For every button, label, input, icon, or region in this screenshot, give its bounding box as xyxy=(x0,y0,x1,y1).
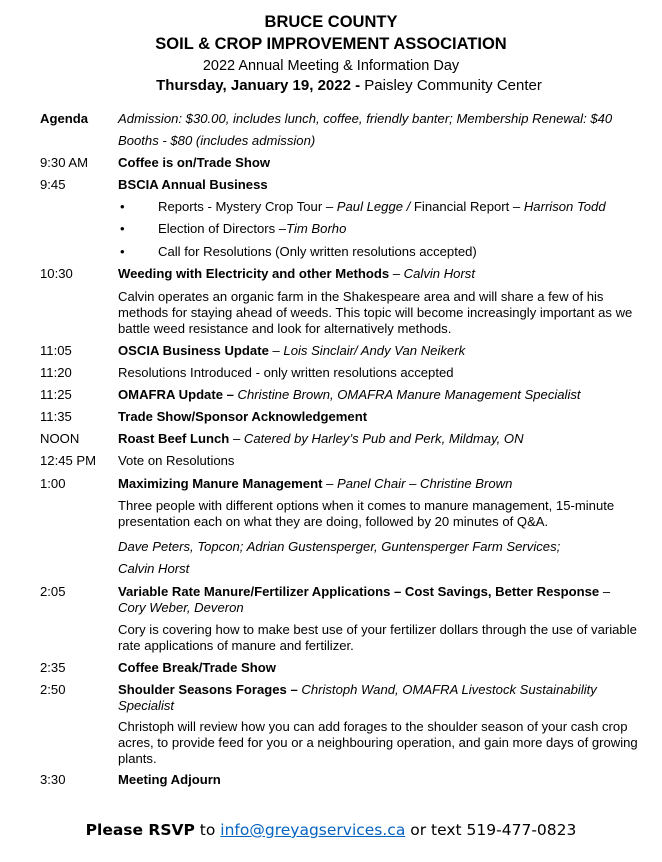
time-1135: 11:35 xyxy=(40,409,72,424)
title-association: SOIL & CROP IMPROVEMENT ASSOCIATION xyxy=(155,35,507,53)
rsvp-email-link[interactable]: info@greyagservices.ca xyxy=(220,821,406,839)
omafra-title: OMAFRA Update – xyxy=(118,387,234,402)
manure-speaker: – Panel Chair – Christine Brown xyxy=(322,476,513,491)
omafra-speaker: Christine Brown, OMAFRA Manure Management Specialist xyxy=(233,387,581,402)
rsvp-footer xyxy=(0,820,662,840)
item-omafra xyxy=(118,387,581,403)
item-weeding xyxy=(118,266,475,282)
shoulder-speaker-role: Specialist xyxy=(118,698,175,713)
item-variable-rate xyxy=(118,584,610,600)
time-1125: 11:25 xyxy=(40,387,72,402)
item-shoulder-seasons xyxy=(118,682,597,698)
variable-rate-speaker: Cory Weber, Deveron xyxy=(118,600,244,615)
time-1120: 11:20 xyxy=(40,365,72,380)
time-330: 3:30 xyxy=(40,772,66,787)
time-100: 1:00 xyxy=(40,476,66,491)
variable-rate-dash: – xyxy=(599,584,611,599)
oscia-title: OSCIA Business Update xyxy=(118,343,269,358)
variable-rate-description: Cory is covering how to make best use of your fertilizer dollars through the use of variable rate applications of manure and fertilizer. xyxy=(118,622,637,653)
subtitle-event: 2022 Annual Meeting & Information Day xyxy=(202,58,460,74)
time-1105: 11:05 xyxy=(40,343,72,358)
title-county: BRUCE COUNTY xyxy=(264,13,398,31)
time-1030: 10:30 xyxy=(40,266,73,281)
financial-text: Financial Report – xyxy=(410,199,524,214)
item-coffee-break: Coffee Break/Trade Show xyxy=(118,660,276,675)
shoulder-title: Shoulder Seasons Forages – xyxy=(118,682,298,697)
booths-text: Booths - $80 (includes admission) xyxy=(118,133,316,148)
rsvp-text: or text 519-477-0823 xyxy=(405,821,577,839)
financial-speaker: Harrison Todd xyxy=(523,199,606,214)
bullet-icon: • xyxy=(120,199,125,214)
oscia-speaker: – Lois Sinclair/ Andy Van Neikerk xyxy=(268,343,466,358)
time-1245: 12:45 PM xyxy=(40,453,97,468)
bullet-election xyxy=(158,221,346,237)
manure-panelists: Dave Peters, Topcon; Adrian Gustensperger, Guntensperger Farm Services; xyxy=(118,539,561,554)
rsvp-label: Please RSVP xyxy=(85,821,195,839)
event-date: Thursday, January 19, 2022 - xyxy=(156,77,361,94)
bullet-icon: • xyxy=(120,244,125,259)
item-resolutions: Resolutions Introduced - only written resolutions accepted xyxy=(118,365,454,380)
lunch-title: Roast Beef Lunch xyxy=(118,431,230,446)
item-manure xyxy=(118,476,512,492)
shoulder-description: Christoph will review how you can add forages to the shoulder season of your cash crop acres, to provide feed for you or a neighbouring operation, and gain more days of growing plants. xyxy=(118,719,638,766)
election-text: Election of Directors – xyxy=(158,221,287,236)
item-lunch xyxy=(118,431,524,447)
time-945: 9:45 xyxy=(40,177,66,192)
bullet-resolutions: Call for Resolutions (Only written resolutions accepted) xyxy=(158,244,477,259)
time-235: 2:35 xyxy=(40,660,66,675)
weeding-speaker: – Calvin Horst xyxy=(389,266,475,281)
election-speaker: Tim Borho xyxy=(286,221,347,236)
manure-title: Maximizing Manure Management xyxy=(118,476,323,491)
reports-speaker: Paul Legge / xyxy=(336,199,411,214)
time-noon: NOON xyxy=(40,431,80,446)
item-oscia xyxy=(118,343,465,359)
item-bscia: BSCIA Annual Business xyxy=(118,177,268,192)
item-trade-show: Trade Show/Sponsor Acknowledgement xyxy=(118,409,368,424)
event-location: Paisley Community Center xyxy=(360,77,542,94)
item-vote: Vote on Resolutions xyxy=(118,453,235,468)
time-250: 2:50 xyxy=(40,682,66,697)
time-930: 9:30 AM xyxy=(40,155,89,170)
variable-rate-title: Variable Rate Manure/Fertilizer Applications – Cost Savings, Better Response xyxy=(118,584,600,599)
item-coffee: Coffee is on/Trade Show xyxy=(118,155,271,170)
weeding-description: Calvin operates an organic farm in the Shakespeare area and will share a few of his methods for staying ahead of weeds. This topic will become increasingly important as we battle weed resistance and look for alternatively methods. xyxy=(118,289,633,336)
shoulder-speaker: Christoph Wand, OMAFRA Livestock Sustainability xyxy=(297,682,597,697)
time-205: 2:05 xyxy=(40,584,66,599)
weeding-title: Weeding with Electricity and other Methods xyxy=(118,266,390,281)
manure-description: Three people with different options when it comes to manure management, 15-minute presentation each on what they are doing, followed by 20 minutes of Q&A. xyxy=(118,498,615,529)
rsvp-to: to xyxy=(194,821,221,839)
admission-text: Admission: $30.00, includes lunch, coffee, friendly banter; Membership Renewal: $40 xyxy=(118,111,613,126)
bullet-reports xyxy=(158,199,606,215)
lunch-details: – Catered by Harley’s Pub and Perk, Mildmay, ON xyxy=(229,431,524,446)
event-date-location xyxy=(18,76,662,96)
bullet-icon: • xyxy=(120,221,125,236)
manure-panelist-calvin: Calvin Horst xyxy=(118,561,190,576)
item-adjourn: Meeting Adjourn xyxy=(118,772,221,787)
reports-text: Reports - Mystery Crop Tour – xyxy=(158,199,337,214)
agenda-label: Agenda xyxy=(40,111,89,126)
